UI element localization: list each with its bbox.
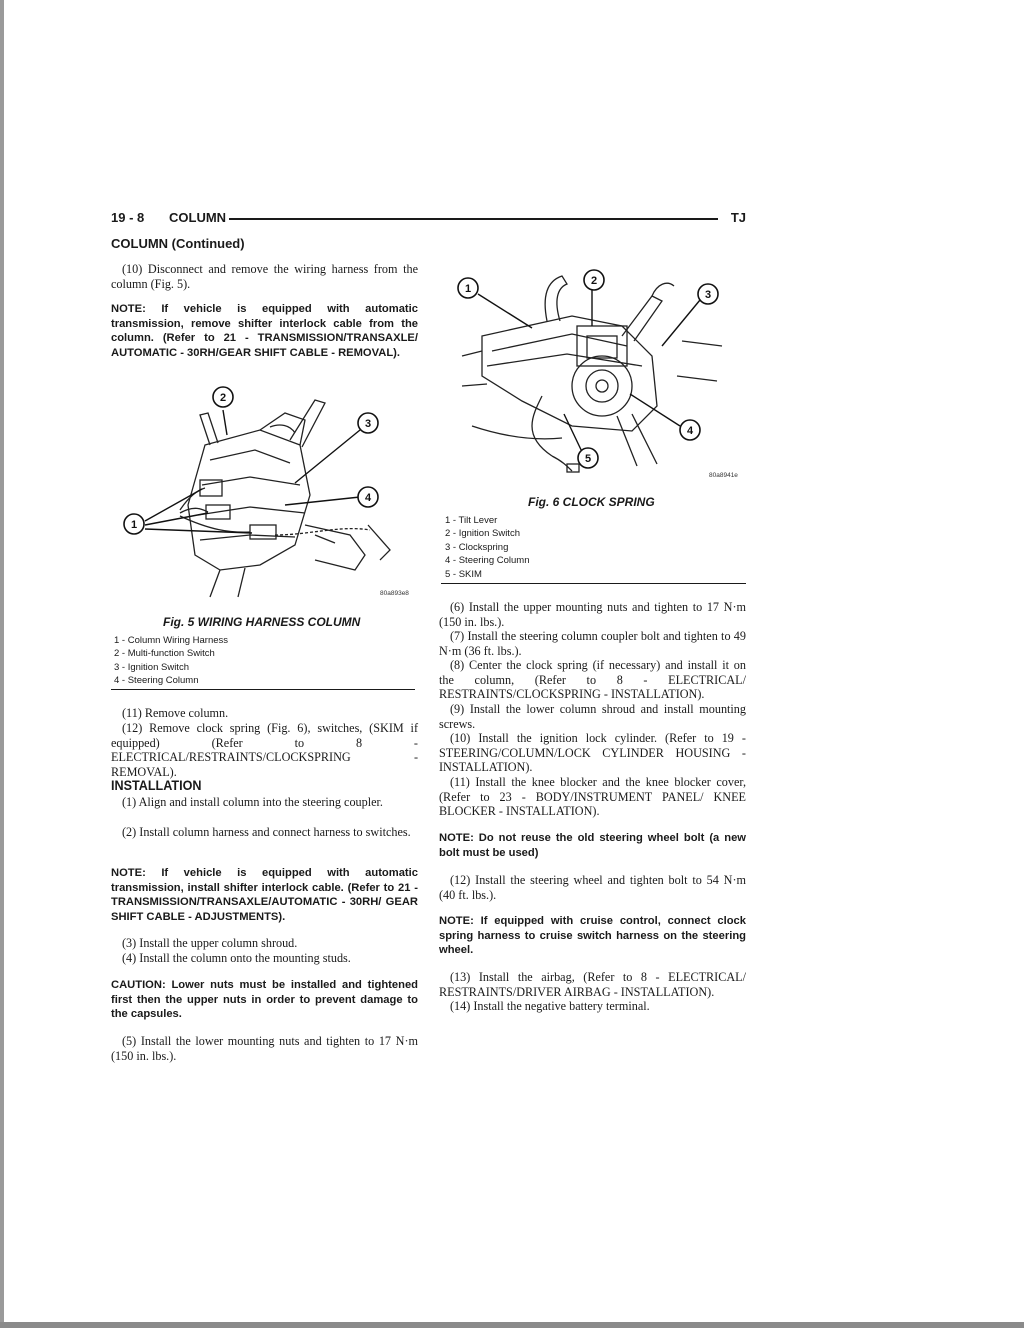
fig6-legend: [445, 514, 529, 581]
installation-heading: INSTALLATION: [111, 777, 202, 793]
install-step-12-text: (12) Install the steering wheel and tighten bolt to 54 N·m (40 ft. lbs.).: [439, 873, 746, 902]
step-10-text: (10) Disconnect and remove the wiring harness from the column (Fig. 5).: [111, 262, 418, 291]
fig5-legend-item: 2 - Multi-function Switch: [114, 648, 215, 660]
fig6-legend-item: 3 - Clockspring: [445, 541, 509, 553]
install-step-8-text: (8) Center the clock spring (if necessary) and install it on the column, (Refer to 8 - ELECTRICAL/ RESTRAINTS/CLOCKSPRING - INSTALLATION).: [439, 658, 746, 702]
fig5-wiring-harness-illustration: [110, 385, 410, 600]
fig5-callout-3: 3: [364, 418, 372, 430]
note-shifter-interlock-removal: NOTE: If vehicle is equipped with automatic transmission, remove shifter interlock cable from the column. (Refer to 21 - TRANSMISSION/TRANSAXLE/ AUTOMATIC - 30RH/GEAR SHIFT CABLE - REMOVAL).: [111, 303, 418, 359]
install-step-13-text: (13) Install the airbag, (Refer to 8 - ELECTRICAL/ RESTRAINTS/DRIVER AIRBAG - INSTALLATION).: [439, 970, 746, 999]
fig6-callout-5: 5: [584, 453, 592, 465]
fig6-clock-spring-illustration: [452, 266, 747, 481]
install-step-9-text: (9) Install the lower column shroud and install mounting screws.: [439, 702, 746, 731]
fig6-callout-1: 1: [464, 283, 472, 295]
fig6-callout-3: 3: [704, 289, 712, 301]
install-step-3-text: (3) Install the upper column shroud.: [122, 936, 298, 950]
page-header: [111, 210, 746, 228]
fig6-rule: [441, 583, 746, 584]
note-shifter-interlock-install: NOTE: If vehicle is equipped with automatic transmission, install shifter interlock cable. (Refer to 21 - TRANSMISSION/TRANSAXLE/AUTOMATIC - 30RH/ GEAR SHIFT CABLE - ADJUSTMENTS).: [111, 867, 418, 923]
install-step-2-text: (2) Install column harness and connect harness to switches.: [122, 825, 411, 839]
fig6-legend-item: 5 - SKIM: [445, 568, 482, 580]
step-11-text: (11) Remove column.: [122, 706, 229, 720]
note-steering-wheel-bolt: NOTE: Do not reuse the old steering wheel bolt (a new bolt must be used): [439, 832, 746, 859]
install-step-7-text: (7) Install the steering column coupler bolt and tighten to 49 N·m (36 ft. lbs.).: [439, 629, 746, 658]
fig5-callout-2: 2: [219, 392, 227, 404]
left-page-edge: [0, 0, 4, 1328]
fig5-caption: Fig. 5 WIRING HARNESS COLUMN: [163, 615, 361, 629]
fig6-id: 80a8941e: [709, 472, 738, 479]
fig5-legend-item: 4 - Steering Column: [114, 675, 199, 687]
note-cruise-control: NOTE: If equipped with cruise control, connect clock spring harness to cruise switch harness on the steering wheel.: [439, 915, 746, 957]
fig5-callout-1: 1: [130, 519, 138, 531]
fig6-legend-item: 1 - Tilt Lever: [445, 515, 498, 526]
install-step-1-text: (1) Align and install column into the steering coupler.: [122, 795, 383, 809]
fig5-id: 80a893e8: [380, 590, 409, 597]
step-12-text: (12) Remove clock spring (Fig. 6), switches, (SKIM if equipped) (Refer to 8 - ELECTRICAL/RESTRAINTS/CLOCKSPRING - REMOVAL).: [111, 721, 418, 779]
fig6-callout-2: 2: [590, 275, 598, 287]
model-code: TJ: [730, 210, 746, 225]
fig5-legend: [114, 634, 228, 688]
install-step-6-text: (6) Install the upper mounting nuts and tighten to 17 N·m (150 in. lbs.).: [439, 600, 746, 629]
install-step-4-text: (4) Install the column onto the mounting studs.: [122, 951, 351, 965]
install-step-14-text: (14) Install the negative battery terminal.: [450, 999, 650, 1013]
caution-lower-nuts: CAUTION: Lower nuts must be installed and tightened first then the upper nuts in order to prevent damage to the capsules.: [111, 979, 418, 1021]
install-step-5-text: (5) Install the lower mounting nuts and tighten to 17 N·m (150 in. lbs.).: [111, 1034, 418, 1063]
install-step-10-text: (10) Install the ignition lock cylinder. (Refer to 19 - STEERING/COLUMN/LOCK CYLINDER HOUSING - INSTALLATION).: [439, 731, 746, 775]
header-rule: [229, 218, 718, 220]
install-step-11-text: (11) Install the knee blocker and the knee blocker cover, (Refer to 23 - BODY/INSTRUMENT PANEL/ KNEE BLOCKER - INSTALLATION).: [439, 775, 746, 819]
bottom-bar: [0, 1322, 1024, 1328]
fig5-legend-item: 3 - Ignition Switch: [114, 661, 189, 673]
section-title: COLUMN: [169, 210, 227, 225]
fig5-rule: [111, 689, 415, 690]
fig6-legend-item: 4 - Steering Column: [445, 555, 530, 567]
fig6-callout-4: 4: [686, 425, 694, 437]
fig5-legend-item: 1 - Column Wiring Harness: [114, 635, 229, 646]
fig5-callout-4: 4: [364, 492, 372, 504]
continued-title: COLUMN (Continued): [111, 236, 245, 251]
page-number: 19 - 8: [111, 210, 145, 225]
fig6-caption: Fig. 6 CLOCK SPRING: [528, 495, 655, 509]
fig6-legend-item: 2 - Ignition Switch: [445, 528, 520, 540]
